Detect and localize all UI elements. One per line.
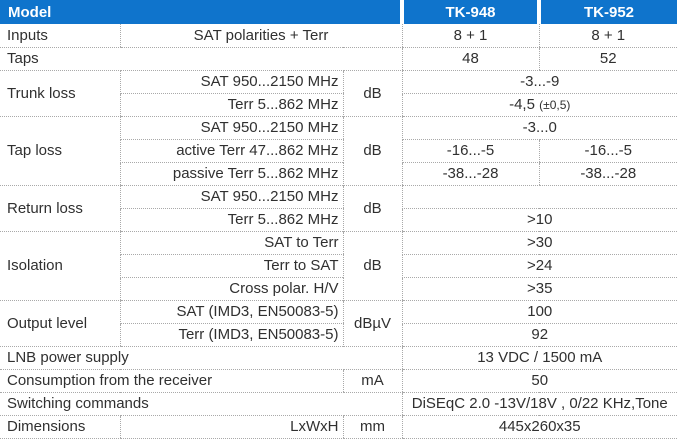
- trunk-loss-terr-value: [402, 93, 677, 116]
- consumption-label: Consumption from the receiver: [0, 369, 343, 392]
- return-loss-terr-value: >10: [402, 208, 677, 231]
- header-cell-model: Model: [0, 0, 402, 24]
- taps-value-tk952: 52: [539, 47, 677, 70]
- header-cell-tk948: TK-948: [402, 0, 539, 24]
- row-tap-loss-sat: [0, 116, 677, 139]
- tap-loss-label: Tap loss: [0, 116, 120, 185]
- isolation-cross-polar-value: >35: [402, 277, 677, 300]
- dimensions-label: Dimensions: [0, 415, 120, 438]
- isolation-unit: dB: [343, 231, 402, 300]
- tap-loss-sat-sublabel: SAT 950...2150 MHz: [120, 116, 343, 139]
- taps-value-tk948: 48: [402, 47, 539, 70]
- tap-loss-passive-terr-value-tk952: -38...-28: [539, 162, 677, 185]
- trunk-loss-terr-sublabel: Terr 5...862 MHz: [120, 93, 343, 116]
- return-loss-terr-sublabel: Terr 5...862 MHz: [120, 208, 343, 231]
- dimensions-value: 445x260x35: [402, 415, 677, 438]
- tap-loss-active-terr-sublabel: active Terr 47...862 MHz: [120, 139, 343, 162]
- isolation-cross-polar-sublabel: Cross polar. H/V: [120, 277, 343, 300]
- row-lnb-power-supply: [0, 346, 677, 369]
- trunk-loss-sat-value: -3...-9: [402, 70, 677, 93]
- row-taps: [0, 47, 677, 70]
- return-loss-label: Return loss: [0, 185, 120, 231]
- row-isolation-sat-to-terr: [0, 231, 677, 254]
- isolation-label: Isolation: [0, 231, 120, 300]
- row-dimensions: [0, 415, 677, 438]
- output-level-terr-value: 92: [402, 323, 677, 346]
- consumption-value: 50: [402, 369, 677, 392]
- output-level-sat-value: 100: [402, 300, 677, 323]
- output-level-label: Output level: [0, 300, 120, 346]
- lnb-power-supply-label: LNB power supply: [0, 346, 402, 369]
- header-row: [0, 0, 677, 24]
- return-loss-sat-sublabel: SAT 950...2150 MHz: [120, 185, 343, 208]
- output-level-terr-sublabel: Terr (IMD3, EN50083-5): [120, 323, 343, 346]
- output-level-sat-sublabel: SAT (IMD3, EN50083-5): [120, 300, 343, 323]
- inputs-value-tk948: 8 + 1: [402, 24, 539, 47]
- output-level-unit: dBµV: [343, 300, 402, 346]
- tap-loss-passive-terr-sublabel: passive Terr 5...862 MHz: [120, 162, 343, 185]
- row-consumption: [0, 369, 677, 392]
- header-cell-tk952: TK-952: [539, 0, 677, 24]
- tap-loss-active-terr-value-tk952: -16...-5: [539, 139, 677, 162]
- dimensions-unit: mm: [343, 415, 402, 438]
- isolation-sat-to-terr-value: >30: [402, 231, 677, 254]
- taps-label: Taps: [0, 47, 402, 70]
- switching-commands-value: DiSEqC 2.0 -13V/18V , 0/22 KHz,Tone: [402, 392, 677, 415]
- row-switching-commands: [0, 392, 677, 415]
- trunk-loss-terr-value-main: -4,5: [509, 96, 535, 113]
- dimensions-sublabel: LxWxH: [120, 415, 343, 438]
- row-output-level-sat: [0, 300, 677, 323]
- isolation-sat-to-terr-sublabel: SAT to Terr: [120, 231, 343, 254]
- trunk-loss-terr-value-note: (±0,5): [539, 98, 571, 112]
- trunk-loss-unit: dB: [343, 70, 402, 116]
- tap-loss-active-terr-value-tk948: -16...-5: [402, 139, 539, 162]
- tap-loss-passive-terr-value-tk948: -38...-28: [402, 162, 539, 185]
- return-loss-sat-value: [402, 185, 677, 208]
- trunk-loss-label: Trunk loss: [0, 70, 120, 116]
- isolation-terr-to-sat-sublabel: Terr to SAT: [120, 254, 343, 277]
- return-loss-unit: dB: [343, 185, 402, 231]
- inputs-sublabel: SAT polarities + Terr: [120, 24, 402, 47]
- isolation-terr-to-sat-value: >24: [402, 254, 677, 277]
- row-inputs: [0, 24, 677, 47]
- row-return-loss-sat: [0, 185, 677, 208]
- lnb-power-supply-value: 13 VDC / 1500 mA: [402, 346, 677, 369]
- row-trunk-loss-sat: [0, 70, 677, 93]
- inputs-label: Inputs: [0, 24, 120, 47]
- tap-loss-sat-value: -3...0: [402, 116, 677, 139]
- switching-commands-label: Switching commands: [0, 392, 402, 415]
- inputs-value-tk952: 8 + 1: [539, 24, 677, 47]
- trunk-loss-sat-sublabel: SAT 950...2150 MHz: [120, 70, 343, 93]
- consumption-unit: mA: [343, 369, 402, 392]
- tap-loss-unit: dB: [343, 116, 402, 185]
